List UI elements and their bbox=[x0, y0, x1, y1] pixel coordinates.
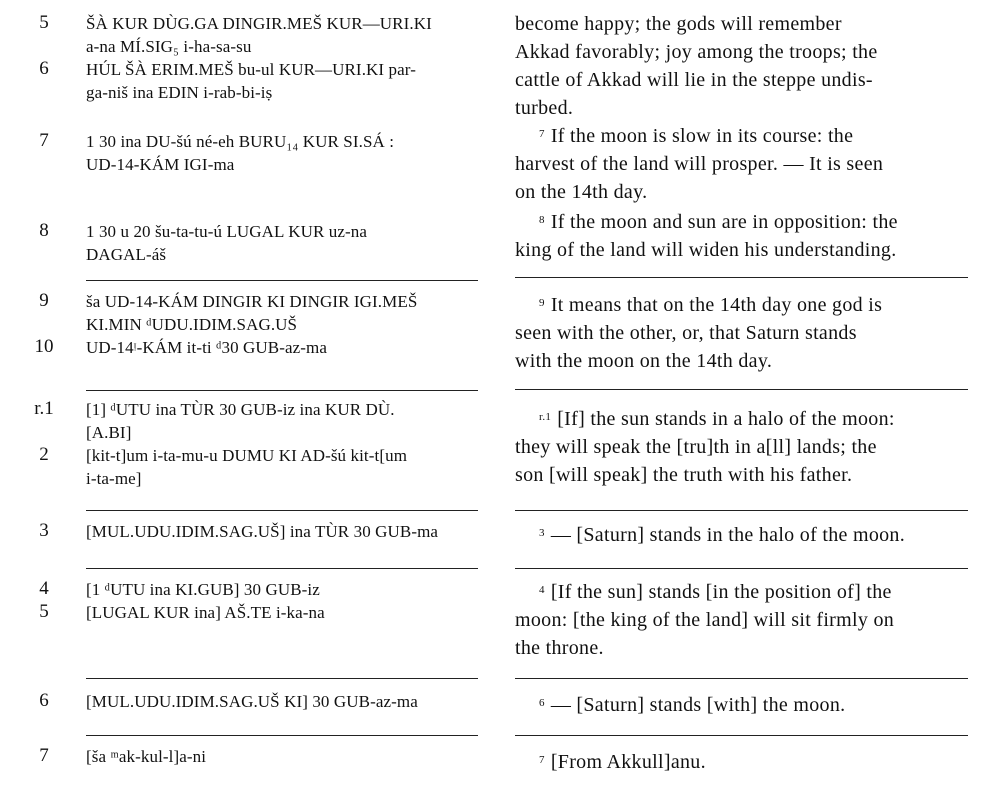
line-marker: r.1 bbox=[539, 411, 552, 423]
line-number: 5 bbox=[39, 601, 49, 622]
transliteration-line: [LUGAL KUR ina] AŠ.TE i-ka-na bbox=[86, 603, 325, 622]
transliteration-block bbox=[86, 130, 478, 176]
transliteration-block bbox=[86, 398, 478, 490]
section-divider bbox=[515, 568, 968, 569]
section-divider bbox=[86, 568, 478, 569]
section-divider bbox=[515, 678, 968, 679]
section-divider bbox=[86, 510, 478, 511]
transliteration-block bbox=[86, 745, 478, 768]
line-marker: 7 bbox=[539, 128, 545, 140]
section-divider bbox=[86, 280, 478, 281]
translation-block bbox=[515, 208, 970, 264]
line-number: 6 bbox=[39, 58, 49, 79]
translation-line: $^9$ It means that on the 14th day one god is bbox=[539, 294, 883, 316]
section-divider bbox=[86, 678, 478, 679]
line-number: 10 bbox=[34, 336, 54, 357]
translation-line: they will speak the [tru]th in a[ll] lands; the bbox=[515, 436, 877, 458]
translation-line: Akkad favorably; joy among the troops; the bbox=[515, 41, 878, 63]
translation-line: turbed. bbox=[515, 97, 574, 119]
transliteration-line: UD-14-KÁM IGI-ma bbox=[86, 155, 235, 174]
transliteration-line: ŠÀ KUR DÙG.GA DINGIR.MEŠ KUR—URI.KI bbox=[86, 14, 432, 33]
transliteration-line: i-ta-me] bbox=[86, 469, 142, 488]
line-number: 7 bbox=[39, 130, 49, 151]
translation-line: harvest of the land will prosper. — It is seen bbox=[515, 153, 884, 175]
transliteration-block bbox=[86, 578, 478, 624]
translation-line: son [will speak] the truth with his father. bbox=[515, 464, 853, 486]
translation-line: the throne. bbox=[515, 637, 604, 659]
transliteration-block bbox=[86, 290, 478, 359]
translation-block bbox=[515, 122, 970, 206]
transliteration-line: 1 30 ina DU-šú né-eh BURU₁₄ KUR SI.SÁ : bbox=[86, 132, 395, 151]
translation-block bbox=[515, 748, 970, 776]
section-divider bbox=[515, 277, 968, 278]
translation-line: $^6$ — [Saturn] stands [with] the moon. bbox=[539, 694, 846, 716]
transliteration-line: UD-14ᵎ-KÁM it-ti ᵈ30 GUB-az-ma bbox=[86, 338, 327, 357]
transliteration-line: [kit-t]um i-ta-mu-u DUMU KI AD-šú kit-t[um bbox=[86, 446, 408, 465]
translation-line: with the moon on the 14th day. bbox=[515, 350, 773, 372]
line-number: 4 bbox=[39, 578, 49, 599]
translation-line: on the 14th day. bbox=[515, 181, 648, 203]
transliteration-line: [1 ᵈUTU ina KI.GUB] 30 GUB-iz bbox=[86, 580, 320, 599]
translation-block bbox=[515, 691, 970, 719]
line-number: 9 bbox=[39, 290, 49, 311]
line-number: 3 bbox=[39, 520, 49, 541]
translation-line: $^7$ [From Akkull]anu. bbox=[539, 751, 706, 773]
transliteration-block bbox=[86, 690, 478, 713]
line-marker: 3 bbox=[539, 527, 545, 539]
section-divider bbox=[86, 735, 478, 736]
translation-line: $^7$ If the moon is slow in its course: the bbox=[539, 125, 854, 147]
section-divider bbox=[515, 735, 968, 736]
translation-line: become happy; the gods will remember bbox=[515, 13, 842, 35]
transliteration-line: 1 30 u 20 šu-ta-tu-ú LUGAL KUR uz-na bbox=[86, 222, 368, 241]
line-number: 5 bbox=[39, 12, 49, 33]
line-marker: 9 bbox=[539, 297, 545, 309]
transliteration-line: a-na MÍ.SIG₅ i-ha-sa-su bbox=[86, 37, 252, 56]
transliteration-line: [MUL.UDU.IDIM.SAG.UŠ] ina TÙR 30 GUB-ma bbox=[86, 522, 439, 541]
line-number: 7 bbox=[39, 745, 49, 766]
translation-line: $^{r.1}$ [If] the sun stands in a halo of the moon: bbox=[539, 408, 895, 430]
section-divider bbox=[515, 389, 968, 390]
translation-line: seen with the other, or, that Saturn stands bbox=[515, 322, 857, 344]
line-marker: 7 bbox=[539, 754, 545, 766]
translation-line: cattle of Akkad will lie in the steppe undis- bbox=[515, 69, 873, 91]
transliteration-line: [MUL.UDU.IDIM.SAG.UŠ KI] 30 GUB-az-ma bbox=[86, 692, 418, 711]
transliteration-line: DAGAL-áš bbox=[86, 245, 167, 264]
transliteration-line: KI.MIN ᵈUDU.IDIM.SAG.UŠ bbox=[86, 315, 298, 334]
transliteration-block bbox=[86, 220, 478, 266]
transliteration-line: ša UD-14-KÁM DINGIR KI DINGIR IGI.MEŠ bbox=[86, 292, 418, 311]
translation-line: $^8$ If the moon and sun are in opposition: the bbox=[539, 211, 898, 233]
line-number: r.1 bbox=[34, 398, 54, 419]
transliteration-line: [ša ᵐak-kul-l]a-ni bbox=[86, 747, 207, 766]
transliteration-block bbox=[86, 520, 478, 543]
translation-block bbox=[515, 578, 970, 662]
line-marker: 8 bbox=[539, 214, 545, 226]
translation-line: moon: [the king of the land] will sit firmly on bbox=[515, 609, 895, 631]
translation-block bbox=[515, 521, 970, 549]
translation-line: king of the land will widen his understanding. bbox=[515, 239, 897, 261]
line-marker: 6 bbox=[539, 697, 545, 709]
transliteration-line: ga-niš ina EDIN i-rab-bi-iṣ bbox=[86, 83, 273, 102]
translation-line: $^4$ [If the sun] stands [in the position of] the bbox=[539, 581, 892, 603]
line-number: 6 bbox=[39, 690, 49, 711]
transliteration-line: HÚL ŠÀ ERIM.MEŠ bu-ul KUR—URI.KI par- bbox=[86, 60, 416, 79]
translation-block bbox=[515, 291, 970, 375]
transliteration-line: [A.BI] bbox=[86, 423, 132, 442]
line-marker: 4 bbox=[539, 584, 545, 596]
line-number: 8 bbox=[39, 220, 49, 241]
translation-block bbox=[515, 405, 970, 489]
section-divider bbox=[86, 390, 478, 391]
transliteration-line: [1] ᵈUTU ina TÙR 30 GUB-iz ina KUR DÙ. bbox=[86, 400, 395, 419]
translation-block bbox=[515, 10, 970, 122]
line-number: 2 bbox=[39, 444, 49, 465]
translation-line: $^3$ — [Saturn] stands in the halo of the moon. bbox=[539, 524, 906, 546]
transliteration-block bbox=[86, 12, 478, 104]
section-divider bbox=[515, 510, 968, 511]
